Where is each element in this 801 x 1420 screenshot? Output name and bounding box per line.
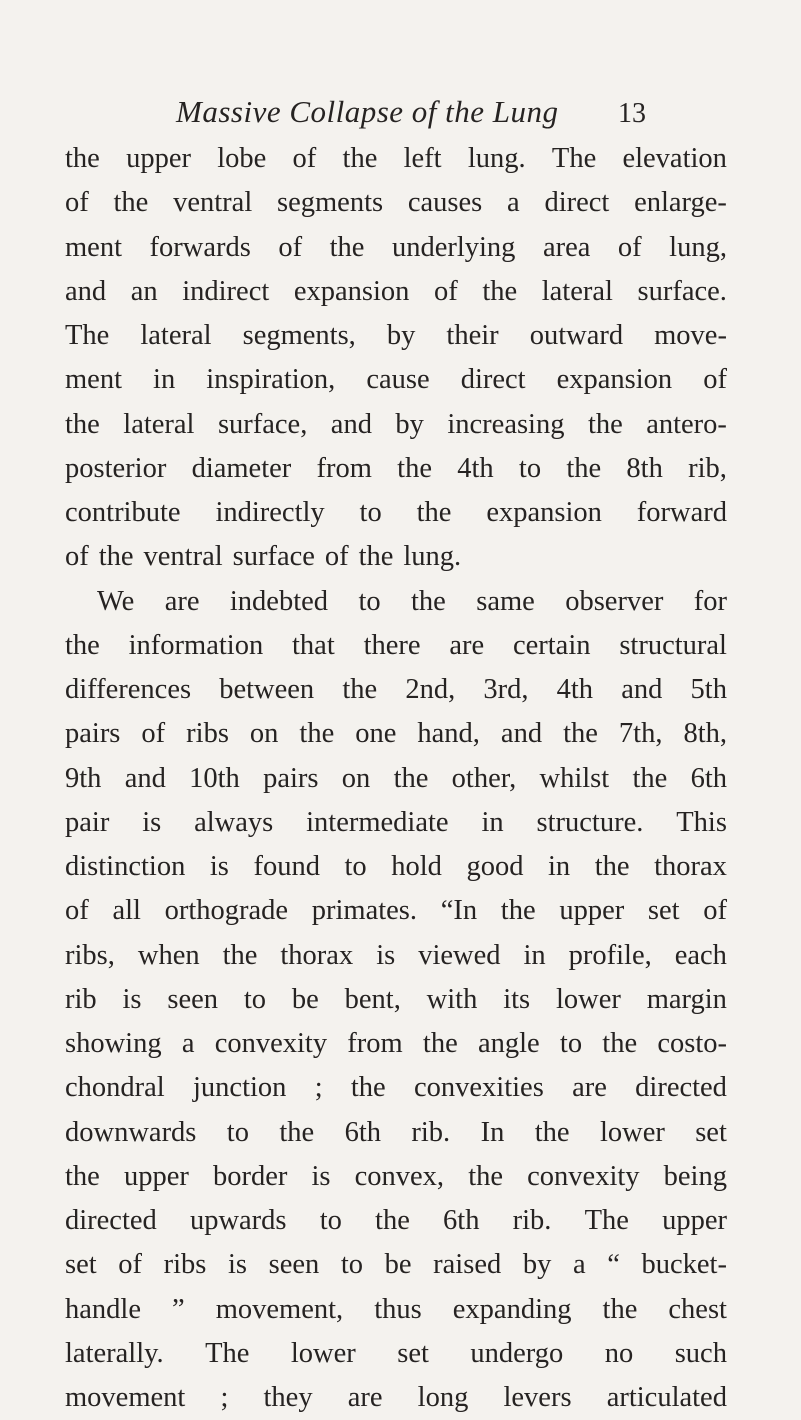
word: expansion bbox=[486, 497, 602, 528]
word: hand, bbox=[417, 718, 480, 750]
word: be bbox=[291, 983, 319, 1015]
word: 4th bbox=[457, 452, 494, 484]
word: set bbox=[647, 895, 680, 927]
word: forward bbox=[636, 497, 727, 528]
text-line bbox=[65, 1376, 727, 1420]
word: chondral bbox=[65, 1072, 165, 1104]
word: handle bbox=[65, 1293, 141, 1325]
word: between bbox=[219, 674, 315, 705]
word: segments bbox=[277, 187, 384, 219]
word: seen bbox=[167, 983, 219, 1015]
word: observer bbox=[565, 585, 664, 617]
word: underlying bbox=[391, 231, 516, 263]
word: the bbox=[411, 585, 446, 617]
word: an bbox=[130, 275, 158, 307]
word: primates. bbox=[311, 895, 418, 927]
word: rib, bbox=[688, 452, 727, 484]
word: distinction bbox=[65, 851, 186, 882]
word: the bbox=[393, 762, 429, 794]
word: whilst bbox=[539, 762, 610, 794]
word: the bbox=[65, 629, 100, 661]
word: long bbox=[417, 1382, 469, 1413]
word: 6th bbox=[690, 762, 727, 794]
word: viewed bbox=[418, 939, 501, 971]
word: that bbox=[292, 629, 335, 661]
word: upper bbox=[123, 1160, 189, 1192]
word: causes bbox=[407, 187, 483, 219]
word: intermediate bbox=[306, 806, 449, 838]
word: thorax bbox=[280, 939, 354, 971]
word: 2nd, bbox=[405, 674, 456, 705]
text-line bbox=[65, 889, 727, 933]
word: lung. bbox=[467, 143, 526, 174]
word: in bbox=[153, 364, 176, 396]
text-line bbox=[65, 978, 727, 1022]
word: ribs bbox=[163, 1249, 207, 1281]
word: the bbox=[602, 1293, 638, 1325]
word: the bbox=[602, 1028, 638, 1059]
word: 6th bbox=[344, 1116, 381, 1148]
word: left bbox=[403, 143, 442, 174]
word: We bbox=[97, 585, 135, 617]
word: undergo bbox=[470, 1337, 564, 1369]
word: the bbox=[279, 1116, 315, 1148]
word: the bbox=[98, 541, 134, 573]
word: the bbox=[350, 1072, 386, 1104]
word: certain bbox=[512, 629, 591, 661]
word: set bbox=[695, 1116, 727, 1148]
word: to bbox=[518, 452, 542, 484]
word: are bbox=[449, 629, 485, 661]
text-line bbox=[65, 712, 727, 756]
word: to bbox=[358, 585, 381, 617]
word: and bbox=[124, 762, 166, 794]
word: of bbox=[292, 143, 317, 174]
word: lower bbox=[555, 983, 621, 1015]
word: of bbox=[324, 541, 349, 573]
word: seen bbox=[268, 1249, 320, 1281]
word: the bbox=[632, 762, 668, 794]
word: cause bbox=[366, 364, 430, 396]
word: a bbox=[181, 1028, 195, 1059]
word: The bbox=[65, 320, 110, 351]
word: lateral bbox=[541, 275, 613, 307]
word: 10th bbox=[189, 762, 240, 794]
word: the bbox=[65, 408, 100, 440]
word: and bbox=[330, 408, 372, 440]
word: other, bbox=[451, 762, 517, 794]
word: 6th bbox=[443, 1205, 480, 1236]
word: expansion bbox=[556, 364, 673, 396]
word: 5th bbox=[690, 674, 727, 705]
text-line bbox=[65, 580, 727, 624]
word: the bbox=[65, 143, 100, 174]
word: 3rd, bbox=[483, 674, 529, 705]
word: the bbox=[342, 143, 378, 174]
word: The bbox=[205, 1337, 250, 1369]
word: to bbox=[359, 497, 382, 528]
word: be bbox=[384, 1249, 412, 1281]
word: surface, bbox=[217, 408, 308, 440]
word: the bbox=[416, 497, 452, 528]
text-line bbox=[65, 1332, 727, 1376]
word: with bbox=[426, 983, 478, 1015]
word: to bbox=[344, 851, 367, 882]
word: all bbox=[112, 895, 141, 927]
word: to bbox=[559, 1028, 583, 1059]
word: of bbox=[617, 231, 642, 263]
word: the bbox=[113, 187, 149, 219]
word: margin bbox=[646, 983, 727, 1015]
word: for bbox=[693, 585, 727, 617]
word: the bbox=[566, 452, 602, 484]
word: ribs bbox=[186, 718, 229, 750]
word: forwards bbox=[149, 231, 251, 263]
text-line bbox=[65, 845, 727, 889]
word: enlarge- bbox=[634, 187, 727, 219]
word: hold bbox=[391, 851, 442, 882]
word: information bbox=[128, 629, 264, 661]
word: the bbox=[587, 408, 623, 440]
word: articulated bbox=[606, 1382, 727, 1413]
word: ventral bbox=[173, 187, 253, 219]
word: from bbox=[347, 1028, 403, 1059]
word: are bbox=[347, 1382, 383, 1413]
word: is bbox=[376, 939, 396, 971]
word: indebted bbox=[229, 585, 329, 617]
word: ” bbox=[172, 1293, 185, 1325]
word: to bbox=[226, 1116, 249, 1148]
word: the bbox=[422, 1028, 458, 1059]
word: rib. bbox=[512, 1205, 552, 1236]
word: surface. bbox=[637, 275, 727, 307]
word: a bbox=[507, 187, 520, 219]
word: upwards bbox=[189, 1205, 287, 1236]
word: set bbox=[65, 1249, 97, 1281]
word: found bbox=[253, 851, 320, 882]
word: by bbox=[386, 320, 416, 351]
word: in bbox=[523, 939, 546, 971]
word: direct bbox=[544, 187, 610, 219]
word: being bbox=[663, 1160, 727, 1192]
word: lateral bbox=[123, 408, 195, 440]
word: are bbox=[164, 585, 200, 617]
word: lobe bbox=[217, 143, 267, 174]
word: expanding bbox=[452, 1293, 572, 1325]
word: each bbox=[674, 939, 727, 971]
word: indirectly bbox=[215, 497, 325, 528]
word: lower bbox=[290, 1337, 356, 1369]
word: in bbox=[547, 851, 571, 882]
word: The bbox=[584, 1205, 629, 1236]
text-line bbox=[65, 1022, 727, 1066]
text-line bbox=[65, 137, 727, 181]
text-line bbox=[65, 1111, 727, 1155]
word: downwards bbox=[65, 1116, 197, 1148]
text-line bbox=[65, 314, 727, 358]
text-line bbox=[65, 1199, 727, 1243]
word: angle bbox=[477, 1028, 540, 1059]
word: rib. bbox=[411, 1116, 451, 1148]
word: raised bbox=[433, 1249, 502, 1281]
word: of bbox=[703, 364, 727, 396]
word: on bbox=[249, 718, 279, 750]
text-line bbox=[65, 403, 727, 447]
text-line bbox=[65, 934, 727, 978]
word: one bbox=[355, 718, 397, 750]
word: the bbox=[397, 452, 432, 484]
word: elevation bbox=[622, 143, 727, 174]
word: the bbox=[594, 851, 630, 882]
word: of bbox=[141, 718, 166, 750]
text-line bbox=[65, 181, 727, 225]
word: the bbox=[375, 1205, 410, 1236]
word: outward bbox=[529, 320, 624, 351]
word: bucket- bbox=[641, 1249, 727, 1281]
word: direct bbox=[460, 364, 526, 396]
page-number: 13 bbox=[618, 98, 646, 129]
word: the bbox=[329, 231, 365, 263]
word: showing bbox=[65, 1028, 162, 1059]
word: same bbox=[476, 585, 535, 617]
word: orthograde bbox=[164, 895, 289, 927]
word: surface bbox=[232, 541, 315, 573]
word: by bbox=[522, 1249, 552, 1281]
word: their bbox=[446, 320, 499, 351]
word: junction bbox=[193, 1072, 287, 1104]
word: expansion bbox=[293, 275, 410, 307]
word: and bbox=[621, 674, 663, 705]
word: convexity bbox=[214, 1028, 328, 1059]
word: antero- bbox=[646, 408, 727, 440]
text-line bbox=[65, 270, 727, 314]
word: its bbox=[503, 983, 531, 1015]
word: there bbox=[363, 629, 421, 661]
word: of bbox=[65, 187, 89, 219]
word: directed bbox=[65, 1205, 157, 1236]
word: to bbox=[243, 983, 267, 1015]
word: from bbox=[316, 452, 372, 484]
word: lung. bbox=[403, 541, 462, 573]
word: they bbox=[263, 1382, 313, 1413]
running-title: Massive Collapse of the Lung bbox=[176, 94, 559, 129]
word: is bbox=[311, 1160, 331, 1192]
text-line bbox=[65, 624, 727, 668]
word: thorax bbox=[654, 851, 727, 882]
word: differences bbox=[65, 674, 192, 705]
word: structure. bbox=[536, 806, 644, 838]
text-line bbox=[65, 1243, 727, 1287]
word: costo- bbox=[657, 1028, 727, 1059]
word: a bbox=[572, 1249, 586, 1281]
word: The bbox=[551, 143, 597, 174]
word: 9th bbox=[65, 762, 102, 794]
word: the bbox=[222, 939, 258, 971]
word: to bbox=[340, 1249, 364, 1281]
word: by bbox=[395, 408, 424, 440]
word: segments, bbox=[242, 320, 356, 351]
running-head bbox=[176, 94, 646, 130]
word: movement bbox=[65, 1382, 186, 1413]
word: of bbox=[65, 541, 89, 573]
word: upper bbox=[126, 143, 191, 174]
text-line bbox=[65, 1288, 727, 1332]
text-line bbox=[65, 801, 727, 845]
word: “ bbox=[607, 1249, 620, 1281]
word: is bbox=[142, 806, 162, 838]
word: border bbox=[212, 1160, 288, 1192]
word: and bbox=[65, 275, 107, 307]
word: convexities bbox=[414, 1072, 544, 1104]
word: inspiration, bbox=[206, 364, 336, 396]
word: profile, bbox=[568, 939, 652, 971]
word: the bbox=[534, 1116, 570, 1148]
word: the bbox=[299, 718, 335, 750]
word: pairs bbox=[263, 762, 319, 794]
word: are bbox=[572, 1072, 607, 1104]
word: lung, bbox=[669, 231, 727, 263]
text-line bbox=[65, 226, 727, 270]
word: move- bbox=[654, 320, 727, 351]
word: on bbox=[341, 762, 371, 794]
word: such bbox=[674, 1337, 727, 1369]
word: the bbox=[563, 718, 598, 750]
word: ribs, bbox=[65, 939, 115, 971]
word: of bbox=[278, 231, 303, 263]
word: structural bbox=[619, 629, 727, 661]
word: contribute bbox=[65, 497, 181, 528]
word: in bbox=[481, 806, 504, 838]
word: no bbox=[604, 1337, 634, 1369]
word: laterally. bbox=[65, 1337, 164, 1369]
word: ment bbox=[65, 231, 122, 263]
text-line bbox=[65, 535, 727, 579]
text-line bbox=[65, 491, 727, 535]
word: chest bbox=[668, 1293, 727, 1325]
word: ment bbox=[65, 364, 122, 396]
word: convex, bbox=[354, 1160, 445, 1192]
word: upper bbox=[662, 1205, 727, 1236]
word: 8th bbox=[626, 452, 663, 484]
text-line bbox=[65, 1066, 727, 1110]
word: thus bbox=[374, 1293, 422, 1325]
word: lower bbox=[599, 1116, 665, 1148]
word: increasing bbox=[447, 408, 565, 440]
word: when bbox=[137, 939, 200, 971]
word: pair bbox=[65, 806, 110, 838]
word: pairs bbox=[65, 718, 121, 750]
word: ; bbox=[314, 1072, 323, 1104]
word: rib bbox=[65, 983, 97, 1015]
word: to bbox=[319, 1205, 342, 1236]
word: 7th, bbox=[618, 718, 663, 750]
word: always bbox=[194, 806, 274, 838]
word: the bbox=[342, 674, 378, 705]
word: 4th bbox=[556, 674, 594, 705]
word: levers bbox=[503, 1382, 572, 1413]
word: of bbox=[118, 1249, 143, 1281]
word: the bbox=[65, 1160, 100, 1192]
word: posterior bbox=[65, 452, 167, 484]
word: directed bbox=[635, 1072, 727, 1104]
word: set bbox=[397, 1337, 429, 1369]
word: the bbox=[358, 541, 394, 573]
word: In bbox=[480, 1116, 505, 1148]
word: is bbox=[209, 851, 229, 882]
word: bent, bbox=[344, 983, 401, 1015]
word: of bbox=[65, 895, 89, 927]
word: 8th, bbox=[683, 718, 727, 750]
word: good bbox=[466, 851, 524, 882]
text-line bbox=[65, 447, 727, 491]
word: convexity bbox=[527, 1160, 640, 1192]
word: This bbox=[676, 806, 727, 838]
word: ; bbox=[220, 1382, 229, 1413]
word: the bbox=[482, 275, 518, 307]
word: area bbox=[542, 231, 591, 263]
text-line bbox=[65, 757, 727, 801]
word: of bbox=[433, 275, 458, 307]
text-line bbox=[65, 668, 727, 712]
word: movement, bbox=[215, 1293, 344, 1325]
word: the bbox=[500, 895, 536, 927]
body-text bbox=[65, 137, 727, 1420]
word: the bbox=[468, 1160, 504, 1192]
word: lateral bbox=[140, 320, 212, 351]
word: indirect bbox=[182, 275, 270, 307]
text-line bbox=[65, 1155, 727, 1199]
text-line bbox=[65, 358, 727, 402]
word: and bbox=[500, 718, 543, 750]
word: ventral bbox=[143, 541, 223, 573]
word: is bbox=[122, 983, 142, 1015]
word: of bbox=[703, 895, 727, 927]
word: “In bbox=[440, 895, 478, 927]
word: is bbox=[228, 1249, 248, 1281]
word: upper bbox=[559, 895, 625, 927]
word: diameter bbox=[191, 452, 292, 484]
